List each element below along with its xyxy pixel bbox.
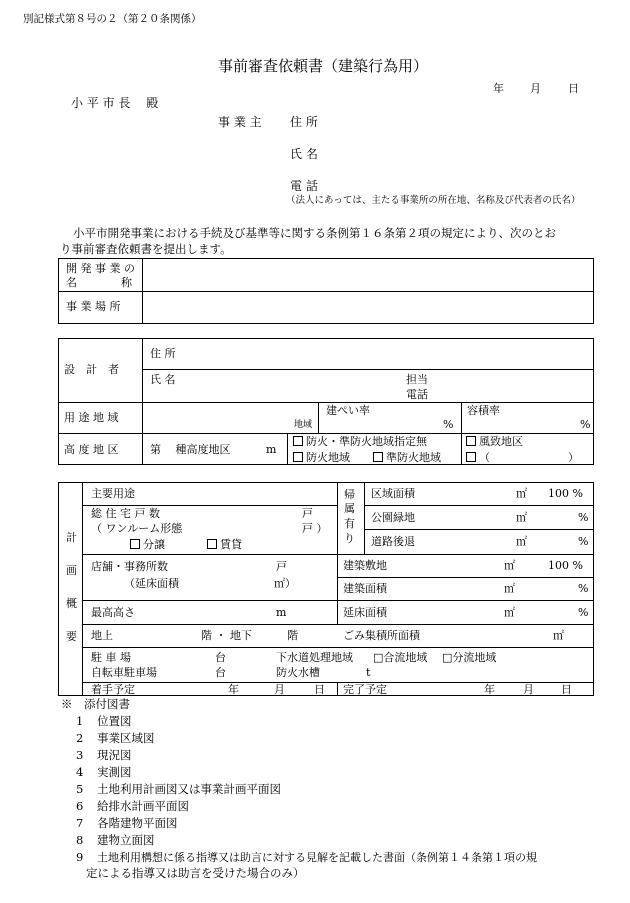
plan-side-label-3: 概: [66, 597, 77, 610]
designer-name-label: 氏 名: [150, 373, 176, 386]
height-district-label: 高 度 地 区: [64, 443, 119, 456]
far-unit: %: [580, 418, 591, 431]
plan-side-label-1: 計: [66, 531, 77, 544]
bicycle-parking-label: 自転車駐車場: [91, 666, 157, 679]
attachment-number: 7: [76, 816, 84, 830]
parking-label: 駐 車 場: [91, 651, 131, 664]
area-row-unit: ㎡: [516, 487, 527, 500]
area-row-pct: %: [578, 535, 589, 548]
area-row-label: 建築敷地: [343, 559, 387, 572]
start-date-label: 着手予定: [91, 683, 135, 696]
attachment-item-continuation: 定による指導又は助言を受けた場合のみ）: [86, 866, 305, 880]
attachment-item: 各階建物平面図: [97, 816, 178, 830]
shops-floor-area-label: （延床面積: [124, 577, 179, 590]
area-row-label: 公園緑地: [371, 511, 415, 524]
designer-address-label: 住 所: [150, 347, 176, 360]
date-day-label: 日: [568, 82, 579, 95]
intro-line-2: り事前審査依頼書を提出します。: [60, 242, 232, 256]
floors-mid-label: 階 ・ 地下: [201, 629, 252, 642]
height-district-unit: m: [266, 443, 277, 456]
intro-line-1: 小平市開発事業における手続及び基準等に関する条例第１６条第２項の規定により、次のとお: [73, 226, 556, 240]
far-label: 容積率: [467, 404, 500, 417]
attachment-item: 土地利用計画図又は事業計画平面図: [97, 782, 281, 796]
start-year: 年: [228, 683, 239, 696]
sewer-label: 下水道処理地域: [276, 651, 353, 664]
end-year: 年: [484, 683, 495, 696]
project-name-label-1: 開 発 事 業 の: [66, 262, 135, 275]
checkbox-icon: [466, 452, 476, 462]
shops-label: 店舗・事務所数: [91, 560, 168, 573]
plan-side-label-2: 画: [66, 564, 77, 577]
main-use-label: 主要用途: [91, 487, 135, 500]
area-row-unit: ㎡: [516, 511, 527, 524]
designer-contact-label: 担当: [406, 373, 428, 386]
attachment-number: 8: [76, 833, 84, 847]
bicycle-parking-unit: 台: [215, 666, 226, 679]
total-units-label: 総 住 宅 戸 数: [91, 507, 160, 520]
attachment-item: 建物立面図: [97, 833, 155, 847]
project-site-label: 事 業 場 所: [66, 300, 121, 313]
attachment-number: 6: [76, 799, 84, 813]
fire-tank-label: 防火水槽: [276, 666, 320, 679]
end-date-label: 完了予定: [343, 683, 387, 696]
attachment-item: 位置図: [97, 714, 132, 728]
page-title: 事前審査依頼書（建築行為用）: [218, 57, 429, 75]
date-year-label: 年: [493, 82, 504, 95]
attachment-item: 実測図: [97, 765, 132, 779]
garbage-area-label: ごみ集積所面積: [343, 629, 420, 642]
other-district-option[interactable]: （: [466, 452, 490, 463]
area-row-label: 道路後退: [371, 535, 415, 548]
checkbox-icon: [293, 452, 303, 462]
area-row-pct: 100 %: [548, 559, 583, 572]
area-row-pct: 100 %: [548, 487, 583, 500]
designer-phone-label: 電話: [406, 388, 428, 401]
applicant-label: 事 業 主: [218, 115, 262, 129]
attachment-item: 土地利用構想に係る指導又は助言に対する見解を記載した書面（条例第１４条第１項の規: [97, 851, 537, 864]
checkbox-icon: [373, 452, 383, 462]
separate-sewer-option[interactable]: □分流地域: [442, 651, 497, 664]
oneroom-unit: 戸 ）: [302, 522, 328, 535]
district-unit: 地域: [294, 420, 313, 430]
attachments-heading: ※ 添付図書: [61, 697, 130, 711]
kizoku-label-1: 帰: [344, 488, 355, 501]
attachment-number: 5: [76, 782, 84, 796]
end-month: 月: [523, 683, 534, 696]
attachment-item: 事業区域図: [97, 731, 155, 745]
use-district-label: 用 途 地 域: [64, 411, 119, 424]
area-row-unit: ㎡: [516, 535, 527, 548]
area-row-unit: ㎡: [504, 606, 515, 619]
area-row-pct: %: [578, 511, 589, 524]
addressee: 小 平 市 長 殿: [71, 96, 159, 110]
parking-unit: 台: [215, 651, 226, 664]
date-month-label: 月: [530, 82, 541, 95]
plan-side-label-4: 要: [66, 630, 77, 643]
applicant-phone-label: 電 話: [290, 179, 318, 193]
bcr-label: 建ぺい率: [326, 404, 370, 417]
project-name-label-2: 名 称: [66, 276, 132, 289]
shops-floor-area-unit: ㎡）: [274, 577, 296, 590]
designer-label: 設 計 者: [64, 363, 119, 376]
scenic-district-option[interactable]: 風致地区: [466, 436, 523, 447]
garbage-area-unit: ㎡: [553, 629, 564, 642]
area-row-pct: %: [578, 606, 589, 619]
checkbox-icon: [207, 539, 217, 549]
area-row-unit: ㎡: [504, 582, 515, 595]
area-row-label: 区域面積: [371, 487, 415, 500]
end-day: 日: [561, 683, 572, 696]
shops-unit: 戸: [276, 560, 287, 573]
fire-none-option[interactable]: 防火・準防火地域指定無: [293, 436, 427, 447]
other-district-close: ）: [568, 451, 579, 464]
attachment-item: 現況図: [97, 748, 132, 762]
corporate-note: （法人にあっては、主たる事業所の所在地、名称及び代表者の氏名）: [286, 195, 581, 206]
checkbox-icon: [130, 539, 140, 549]
semi-fire-district-option[interactable]: 準防火地域: [373, 452, 441, 463]
floors-above-label: 地上: [91, 629, 113, 642]
attachment-number: 1: [76, 714, 84, 728]
kizoku-label-3: 有: [344, 517, 355, 530]
fire-district-option[interactable]: 防火地域: [293, 452, 350, 463]
area-row-label: 延床面積: [343, 606, 387, 619]
checkbox-icon: [466, 436, 476, 446]
attachment-number: 2: [76, 731, 84, 745]
kizoku-label-4: り: [344, 532, 355, 545]
start-month: 月: [274, 683, 285, 696]
rent-option[interactable]: 賃貸: [207, 539, 242, 550]
oneroom-label: （ ワンルーム形態: [91, 522, 183, 535]
applicant-address-label: 住 所: [290, 115, 318, 129]
attachment-number: 3: [76, 748, 84, 762]
applicant-name-label: 氏 名: [290, 147, 318, 161]
total-units-unit: 戸: [302, 507, 313, 520]
max-height-unit: m: [276, 606, 287, 619]
area-row-unit: ㎡: [504, 559, 515, 572]
sale-option[interactable]: 分譲: [130, 539, 165, 550]
bcr-unit: %: [443, 418, 454, 431]
fire-tank-unit: t: [366, 666, 371, 679]
kizoku-label-2: 属: [344, 502, 355, 515]
start-day: 日: [314, 683, 325, 696]
floors-end-label: 階: [287, 629, 298, 642]
attachment-number: 4: [76, 765, 84, 779]
max-height-label: 最高高さ: [91, 606, 135, 619]
combined-sewer-option[interactable]: □合流地域: [373, 651, 428, 664]
attachment-item: 給排水計画平面図: [97, 799, 189, 813]
height-district-type: 第 種高度地区: [150, 443, 231, 456]
area-row-label: 建築面積: [343, 582, 387, 595]
attachment-number: 9: [76, 850, 84, 864]
area-row-pct: %: [578, 582, 589, 595]
form-reference: 別記様式第８号の２（第２０条関係）: [23, 13, 202, 25]
checkbox-icon: [293, 436, 303, 446]
